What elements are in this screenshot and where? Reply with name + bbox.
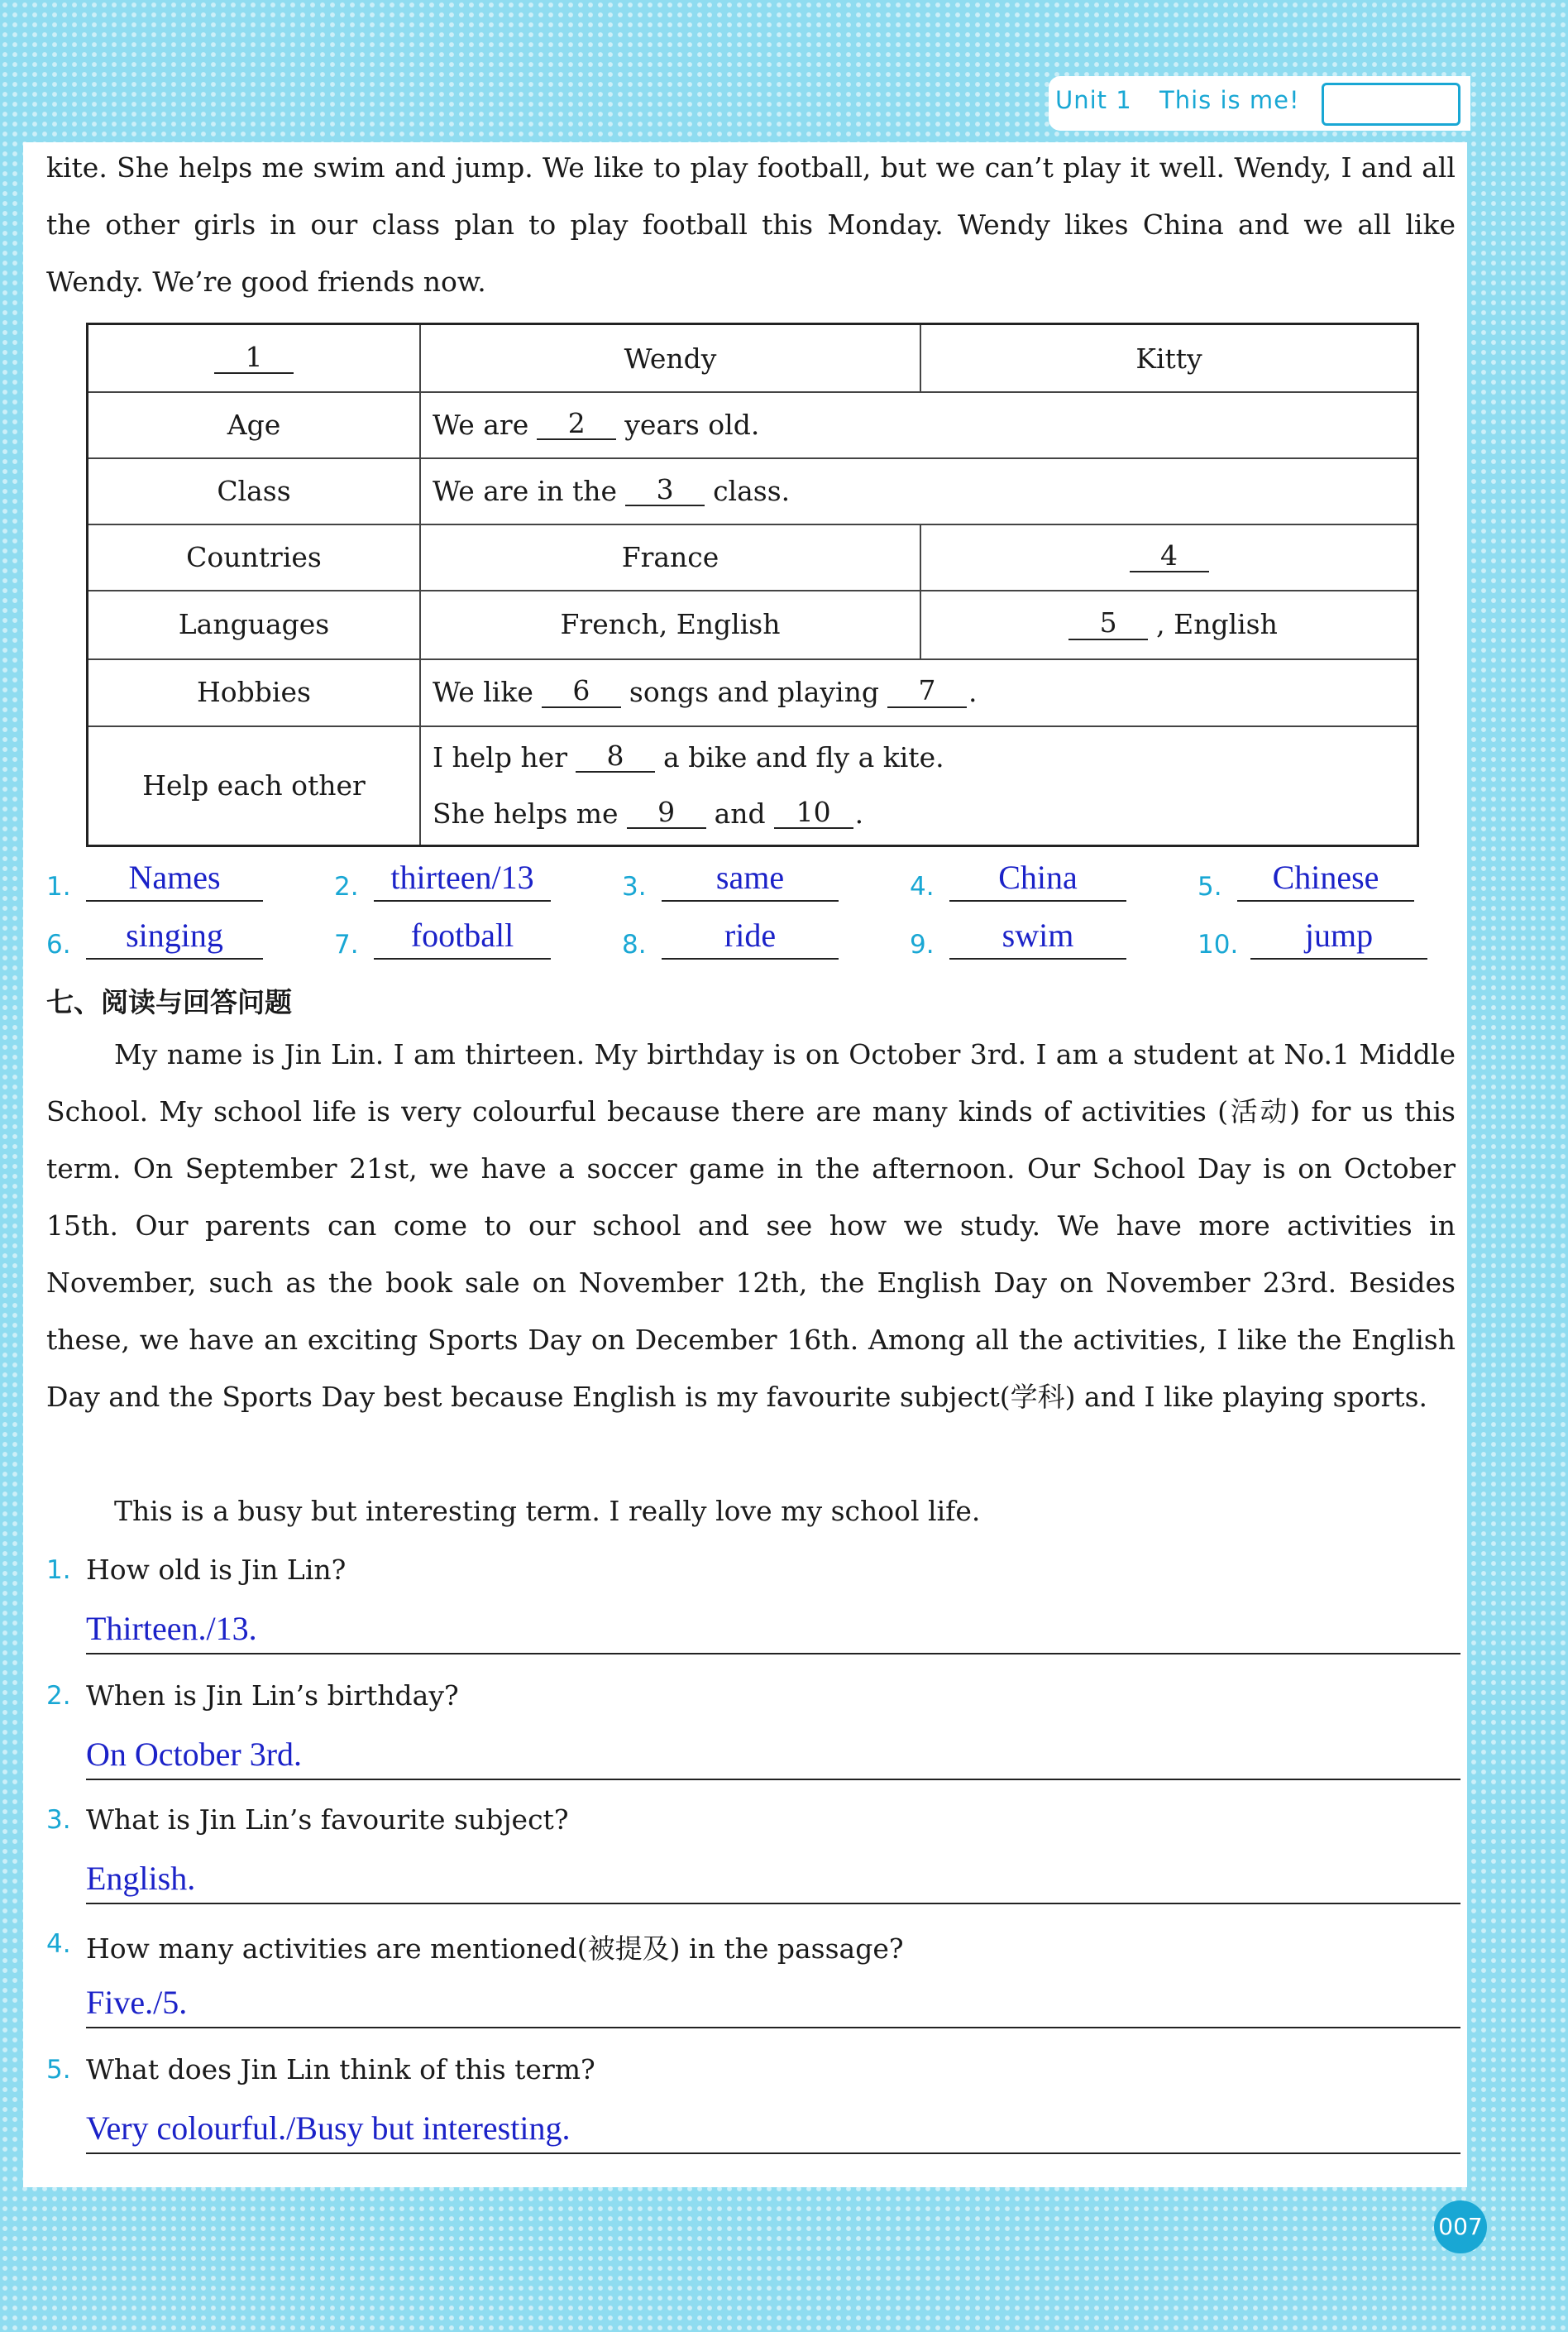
passage-top: kite. She helps me swim and jump. We like to play football, but we can’t play it well. Wendy, I and all the other girls in our class plan to play football this Monday. Wendy likes China and we all like Wendy. We’re good friends now. xyxy=(46,151,1456,298)
blank-6[interactable]: 6 xyxy=(542,676,621,707)
row-label-countries: Countries xyxy=(186,540,322,573)
hobbies-mid: songs and playing xyxy=(629,676,879,708)
answer-q5: Very colourful./Busy but interesting. xyxy=(86,2105,1460,2154)
blank-2[interactable]: 2 xyxy=(537,409,616,440)
kitty-country xyxy=(921,524,1417,590)
help-line1-post: a bike and fly a kite. xyxy=(663,740,944,773)
help-line2-post: . xyxy=(854,797,864,830)
question-1: How old is Jin Lin? xyxy=(86,1554,347,1586)
age-pre: We are xyxy=(433,408,529,441)
class-pre: We are in the xyxy=(433,474,618,507)
unit-title: This is me! xyxy=(1159,86,1300,114)
wendy-country: France xyxy=(621,540,719,573)
answer-7: football xyxy=(374,913,551,960)
answer-9: swim xyxy=(949,913,1126,960)
answer-2: thirteen/13 xyxy=(374,855,551,902)
blank-9[interactable]: 9 xyxy=(627,797,706,829)
blank-7[interactable]: 7 xyxy=(887,676,967,707)
answer-num: 10. xyxy=(1198,930,1239,960)
brand-logo xyxy=(1322,83,1460,126)
header-cell-blank xyxy=(88,325,419,391)
answer-6: singing xyxy=(86,913,263,960)
hobbies-pre: We like xyxy=(433,676,533,708)
kitty-languages xyxy=(921,590,1417,658)
reading-passage-p1: My name is Jin Lin. I am thirteen. My birthday is on October 3rd. I am a student at No.1 Middle School. My school life is very colourful because there are many kinds of activities (活动) for us this term. On September 21st, we have a soccer game in the afternoon. Our School Day is on October 15th. Our parents can come to our school and see how we study. We have more activities in November, such as the book sale on November 12th, the English Day on November 23rd. Besides these, we have an exciting Sports Day on December 16th. Among all the activities, I like the English Day and the Sports Day best because English is my favourite subject(学科) and I like playing sports. xyxy=(46,1038,1456,1413)
answer-num: 2. xyxy=(334,872,359,902)
row-age xyxy=(433,391,1408,457)
header-cell-wendy: Wendy xyxy=(624,342,717,375)
row-label-age: Age xyxy=(227,408,281,441)
question-5: What does Jin Lin think of this term? xyxy=(86,2053,595,2085)
help-line2-pre: She helps me xyxy=(433,797,619,830)
answer-num: 3. xyxy=(622,872,647,902)
help-line-2 xyxy=(433,787,1408,840)
question-2: When is Jin Lin’s birthday? xyxy=(86,1679,459,1712)
answer-num: 7. xyxy=(334,930,359,960)
row-label-hobbies: Hobbies xyxy=(197,676,311,708)
blank-8[interactable]: 8 xyxy=(576,741,655,773)
age-post: years old. xyxy=(624,408,760,441)
blank-4[interactable]: 4 xyxy=(1130,541,1209,572)
answer-num: 4. xyxy=(910,872,935,902)
question-num: 3. xyxy=(46,1805,71,1835)
answer-num: 6. xyxy=(46,930,71,960)
help-line-1 xyxy=(433,730,1408,783)
answer-q3: English. xyxy=(86,1855,1460,1904)
wendy-languages: French, English xyxy=(560,608,781,640)
blank-5[interactable]: 5 xyxy=(1068,608,1148,639)
question-num: 2. xyxy=(46,1681,71,1711)
kitty-languages-post: , English xyxy=(1156,608,1278,640)
question-4: How many activities are mentioned(被提及) in the passage? xyxy=(86,1932,904,1965)
blank-10[interactable]: 10 xyxy=(774,797,853,829)
answer-num: 8. xyxy=(622,930,647,960)
blank-3[interactable]: 3 xyxy=(625,475,705,506)
question-num: 4. xyxy=(46,1929,71,1959)
class-post: class. xyxy=(713,474,791,507)
header-cell-kitty: Kitty xyxy=(1135,342,1202,375)
answer-num: 9. xyxy=(910,930,935,960)
answer-4: China xyxy=(949,855,1126,902)
answer-8: ride xyxy=(662,913,839,960)
question-num: 1. xyxy=(46,1555,71,1585)
unit-label: Unit 1 xyxy=(1055,86,1132,114)
answer-q4: Five./5. xyxy=(86,1979,1460,2028)
row-label-help: Help each other xyxy=(142,769,366,802)
answer-num: 1. xyxy=(46,872,71,902)
section-title: 七、阅读与回答问题 xyxy=(46,986,292,1018)
row-class xyxy=(433,457,1408,524)
info-table xyxy=(86,323,1419,847)
help-line2-mid: and xyxy=(714,797,766,830)
question-3: What is Jin Lin’s favourite subject? xyxy=(86,1803,569,1836)
answer-3: same xyxy=(662,855,839,902)
hobbies-post: . xyxy=(968,676,978,708)
row-label-class: Class xyxy=(217,474,291,507)
reading-passage-p2: This is a busy but interesting term. I really love my school life. xyxy=(114,1495,981,1527)
answer-q1: Thirteen./13. xyxy=(86,1605,1460,1654)
row-hobbies xyxy=(433,658,1408,725)
question-num: 5. xyxy=(46,2055,71,2085)
answer-5: Chinese xyxy=(1237,855,1414,902)
row-label-languages: Languages xyxy=(178,608,330,640)
blank-1[interactable]: 1 xyxy=(214,342,294,374)
answer-num: 5. xyxy=(1198,872,1222,902)
page-number: 007 xyxy=(1434,2200,1487,2253)
answer-1: Names xyxy=(86,855,263,902)
help-line1-pre: I help her xyxy=(433,740,568,773)
answer-10: jump xyxy=(1250,913,1427,960)
answer-q2: On October 3rd. xyxy=(86,1731,1460,1780)
